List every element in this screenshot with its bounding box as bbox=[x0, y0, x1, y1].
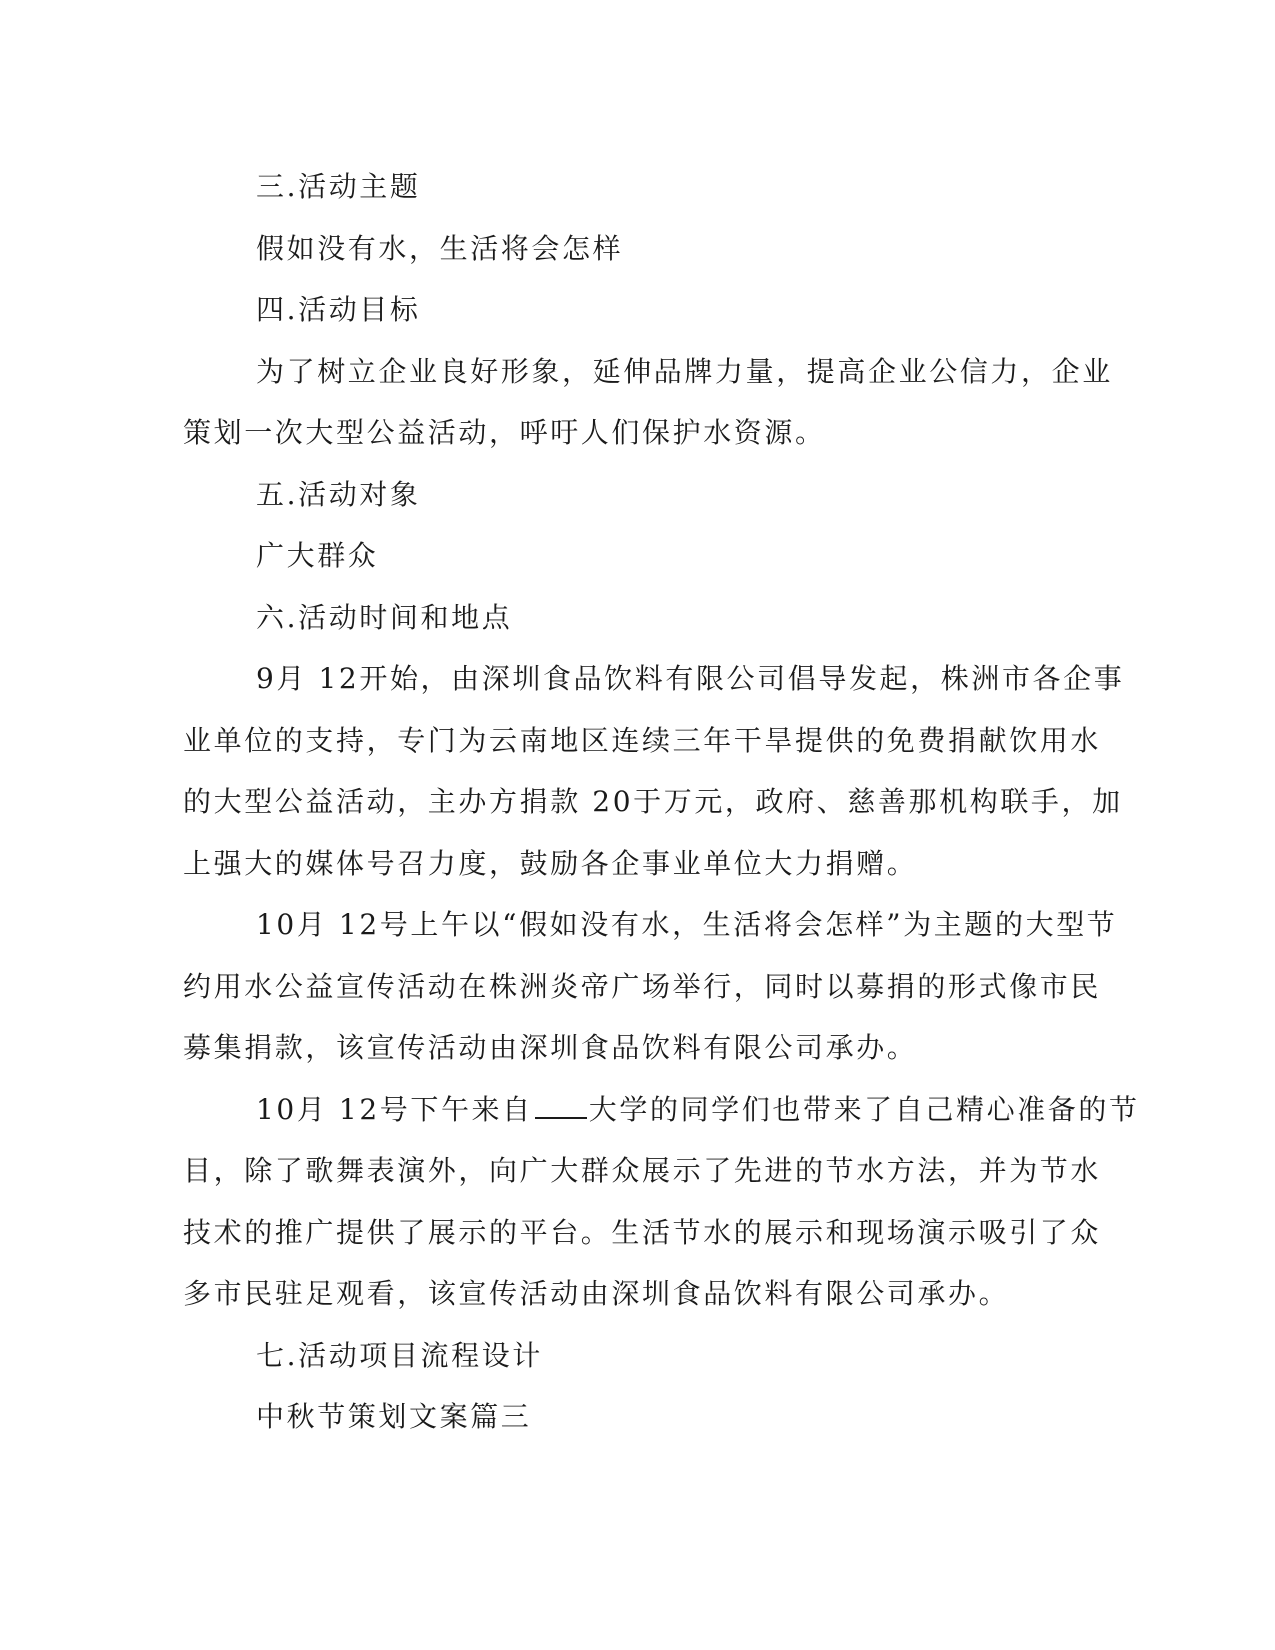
paragraph-1-line-1: 9月 12开始，由深圳食品饮料有限公司倡导发起，株洲市各企事 bbox=[256, 662, 1125, 695]
section-heading-flow: 七.活动项目流程设计 bbox=[256, 1338, 543, 1372]
section-heading-audience: 五.活动对象 bbox=[256, 477, 421, 511]
paragraph-3-line-3: 技术的推广提供了展示的平台。生活节水的展示和现场演示吸引了众 bbox=[183, 1215, 1102, 1249]
goal-line-1: 为了树立企业良好形象，延伸品牌力量，提高企业公信力，企业 bbox=[256, 354, 1113, 388]
paragraph-3-line-1 bbox=[183, 1079, 1140, 1141]
paragraph-3-line-4: 多市民驻足观看，该宣传活动由深圳食品饮料有限公司承办。 bbox=[183, 1277, 1010, 1310]
paragraph-2-line-2: 约用水公益宣传活动在株洲炎帝广场举行，同时以募捐的形式像市民 bbox=[183, 969, 1102, 1003]
next-article-title: 中秋节策划文案篇三 bbox=[256, 1400, 532, 1433]
theme-text: 假如没有水，生活将会怎样 bbox=[256, 231, 624, 265]
paragraph-2-line-3: 募集捐款，该宣传活动由深圳食品饮料有限公司承办。 bbox=[183, 1031, 918, 1064]
section-heading-time-place: 六.活动时间和地点 bbox=[256, 600, 513, 634]
paragraph-1-line-4: 上强大的媒体号召力度，鼓励各企事业单位大力捐赠。 bbox=[183, 846, 918, 880]
paragraph-3-line-1-end: 大学的同学们也带来了自己精心准备的节 bbox=[588, 1092, 1140, 1126]
document-body bbox=[183, 156, 1140, 1448]
audience-text: 广大群众 bbox=[256, 539, 379, 572]
goal-line-2: 策划一次大型公益活动，呼吁人们保护水资源。 bbox=[183, 416, 826, 449]
fill-in-blank bbox=[535, 1116, 587, 1119]
paragraph-3-line-2: 目，除了歌舞表演外，向广大群众展示了先进的节水方法，并为节水 bbox=[183, 1154, 1102, 1187]
section-heading-goal: 四.活动目标 bbox=[256, 293, 421, 326]
paragraph-1-line-2: 业单位的支持，专门为云南地区连续三年干旱提供的免费捐献饮用水 bbox=[183, 723, 1102, 757]
paragraph-2-line-1: 10月 12号上午以“假如没有水，生活将会怎样”为主题的大型节 bbox=[256, 908, 1118, 941]
paragraph-1-line-3: 的大型公益活动，主办方捐款 20于万元，政府、慈善那机构联手，加 bbox=[183, 785, 1123, 818]
paragraph-3-line-1-start: 10月 12号下午来自 bbox=[256, 1092, 533, 1126]
section-heading-theme: 三.活动主题 bbox=[256, 170, 421, 203]
